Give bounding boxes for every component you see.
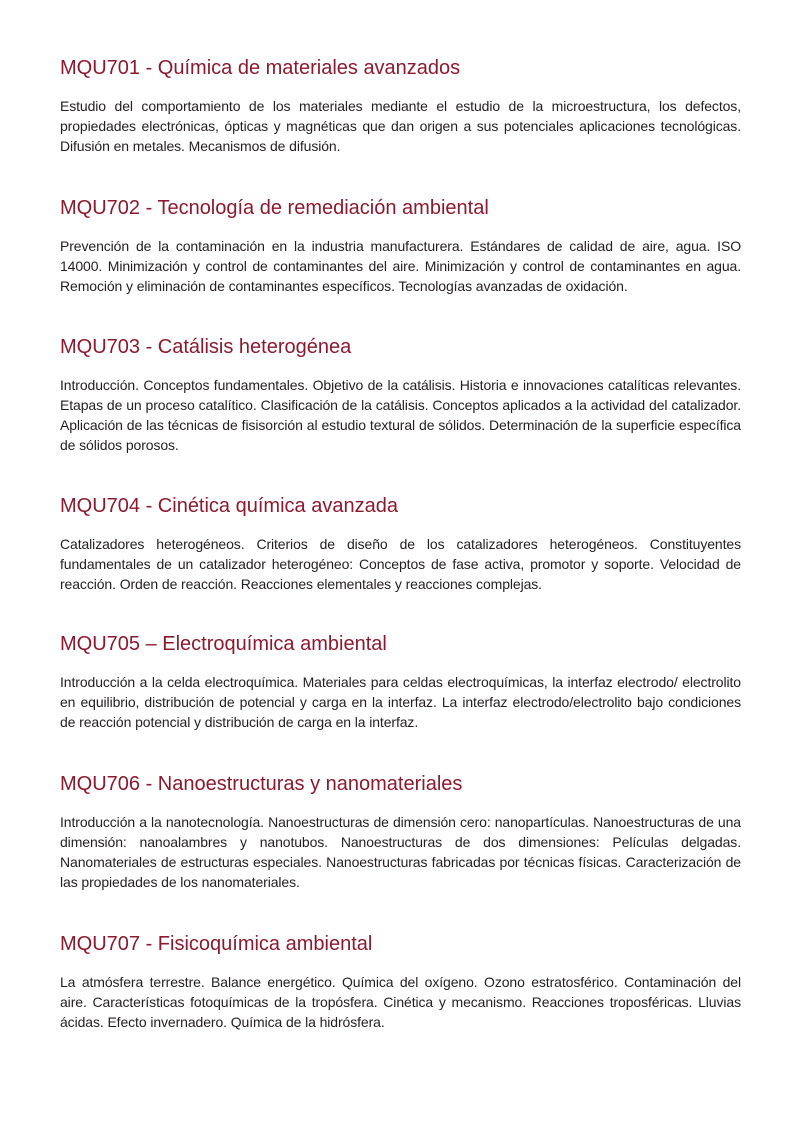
course-mqu701 <box>60 56 741 156</box>
course-mqu702 <box>60 196 741 296</box>
course-description: La atmósfera terrestre. Balance energético. Química del oxígeno. Ozono estratosférico. Contaminación del aire. Características fotoquímicas de la tropósfera. Cinética y mecanismo. Reacciones troposféricas. Lluvias ácidas. Efecto invernadero. Química de la hidrósfera. <box>60 974 741 1030</box>
course-title: MQU703 - Catálisis heterogénea <box>60 336 352 358</box>
course-description: Introducción a la celda electroquímica. Materiales para celdas electroquímicas, la interfaz electrodo/ electrolito en equilibrio, distribución de potencial y carga en la interfaz. La interfaz electrodo/electrolito bajo condiciones de reacción potencial y distribución de carga en la interfaz. <box>60 674 741 730</box>
course-mqu703 <box>60 335 741 455</box>
course-title: MQU704 - Cinética química avanzada <box>60 495 398 517</box>
course-description: Introducción a la nanotecnología. Nanoestructuras de dimensión cero: nanopartículas. Nanoestructuras de una dimensión: nanoalambres y nanotubos. Nanoestructuras de dos dimensiones: Películas delgadas. Nanomateriales de estructuras especiales. Nanoestructuras fabricadas por técnicas físicas. Caracterización de las propiedades de los nanomateriales. <box>60 814 741 890</box>
course-title: MQU706 - Nanoestructuras y nanomateriales <box>60 773 463 795</box>
course-title: MQU702 - Tecnología de remediación ambiental <box>60 197 489 219</box>
course-title: MQU705 – Electroquímica ambiental <box>60 633 387 655</box>
course-description: Catalizadores heterogéneos. Criterios de diseño de los catalizadores heterogéneos. Constituyentes fundamentales de un catalizador heterogéneo: Conceptos de fase activa, promotor y soporte. Velocidad de reacción. Orden de reacción. Reacciones elementales y reacciones complejas. <box>60 536 741 592</box>
course-mqu706 <box>60 772 741 892</box>
course-mqu705 <box>60 632 741 732</box>
course-description: Prevención de la contaminación en la industria manufacturera. Estándares de calidad de aire, agua. ISO 14000. Minimización y control de contaminantes del aire. Minimización y control de contaminantes en agua. Remoción y eliminación de contaminantes específicos. Tecnologías avanzadas de oxidación. <box>60 238 741 294</box>
course-title: MQU707 - Fisicoquímica ambiental <box>60 933 373 955</box>
course-description: Introducción. Conceptos fundamentales. Objetivo de la catálisis. Historia e innovaciones catalíticas relevantes. Etapas de un proceso catalítico. Clasificación de la catálisis. Conceptos aplicados a la actividad del catalizador. Aplicación de las técnicas de fisisorción al estudio textural de sólidos. Determinación de la superficie específica de sólidos porosos. <box>60 377 741 453</box>
course-title: MQU701 - Química de materiales avanzados <box>60 57 461 79</box>
course-mqu704 <box>60 494 741 594</box>
course-mqu707 <box>60 932 741 1032</box>
course-description: Estudio del comportamiento de los materiales mediante el estudio de la microestructura, los defectos, propiedades electrónicas, ópticas y magnéticas que dan origen a sus potenciales aplicaciones tecnológicas. Difusión en metales. Mecanismos de difusión. <box>60 98 741 154</box>
